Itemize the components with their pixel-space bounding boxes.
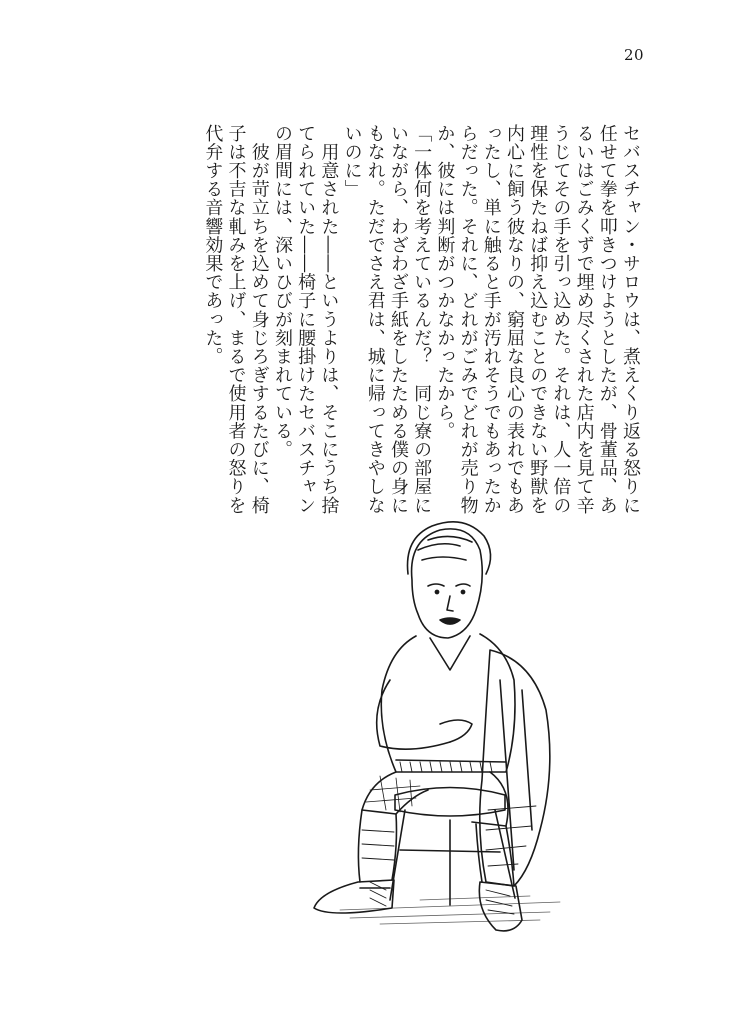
seated-man-illustration: [300, 510, 600, 950]
vertical-body-text: [201, 124, 642, 519]
paragraph-4: 彼が苛立ちを込めて身じろぎするたびに、椅子は不吉な軋みを上げ、まるで使用者の怒りを代弁する音響効果であった。: [202, 124, 270, 515]
stool: [390, 788, 515, 906]
trousers: [362, 772, 508, 826]
left-arm: [377, 680, 472, 749]
paragraph-3: 用意された――というよりは、そこにうち捨てられていた――椅子に腰掛けたセバスチャンの眉間には、深いひびが刻まれている。: [271, 124, 340, 515]
page-number: 20: [624, 46, 645, 64]
head: [408, 522, 491, 638]
right-leg: [476, 824, 522, 931]
torso: [381, 634, 515, 772]
left-leg: [314, 810, 397, 913]
paragraph-1: セバスチャン・サロウは、煮えくり返る怒りに任せて拳を叩きつけようとしたが、骨董品、あるいはごみくずで埋め尽くされた店内を見て辛うじてその手を引っ込めた。それは、人一倍の理性を保たねば抑え込むことのできない野獣を内心に飼う彼なりの、窮屈な良心の表れでもあったし、単に触ると手が汚れそうでもあったからだった。それに、どれがごみでどれが売り物か、彼には判断がつかなかったから。: [434, 124, 641, 515]
paragraph-2-dialogue: 「一体何を考えているんだ？ 同じ寮の部屋にいながら、わざわざ手紙をしたためる僕の身にもなれ。ただでさえ君は、城に帰ってきやしないのに」: [341, 124, 433, 515]
